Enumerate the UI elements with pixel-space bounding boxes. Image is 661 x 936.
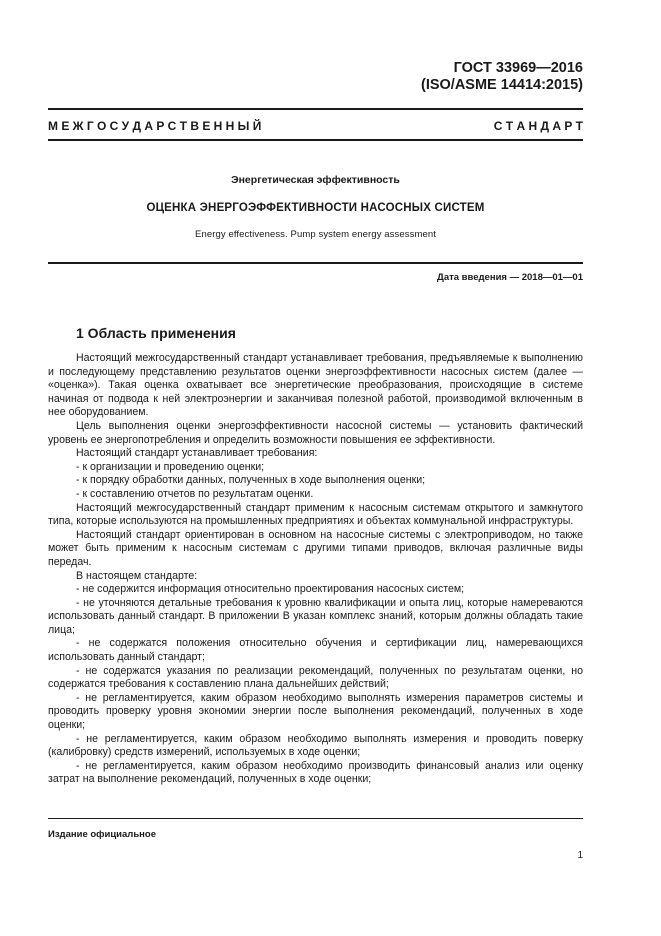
banner-word-standard: С Т А Н Д А Р Т xyxy=(493,119,583,133)
list-item: - не уточняются детальные требования к уровню квалификации и опыта лиц, которые намереваются использовать данный стандарт. В приложении В указан комплекс знаний, которым должны обладать такие лица; xyxy=(48,596,583,636)
document-title: ОЦЕНКА ЭНЕРГОЭФФЕКТИВНОСТИ НАСОСНЫХ СИСТЕМ xyxy=(146,202,485,214)
list-item: - к составлению отчетов по результатам оценки. xyxy=(76,487,314,500)
paragraph: В настоящем стандарте: xyxy=(76,569,198,582)
title-divider xyxy=(48,262,583,264)
paragraph: Настоящий стандарт устанавливает требования: xyxy=(76,447,318,460)
list-item: - не регламентируется, каким образом необходимо выполнять измерения параметров системы и проводить проверку уровня экономии энергии после выполнения рекомендаций, полученных в ходе оценки; xyxy=(48,691,583,732)
section-body xyxy=(48,352,583,787)
list-item: - не регламентируется, каким образом необходимо производить финансовый анализ или оценку затрат на выполнение рекомендаций, полученных в ходе оценки; xyxy=(48,759,583,786)
standard-number-block xyxy=(421,60,583,94)
standard-type-banner xyxy=(48,119,583,133)
list-item: - не регламентируется, каким образом необходимо выполнять измерения и проводить поверку (калибровку) средств измерений, используемых в ходе оценки; xyxy=(48,732,583,759)
banner-word-interstate: М Е Ж Г О С У Д А Р С Т В Е Н Н Ы Й xyxy=(48,119,262,133)
paragraph: Настоящий межгосударственный стандарт применим к насосным системам открытого и замкнутого типа, которые используются на промышленных предприятиях и объектах коммунальной инфраструктуры. xyxy=(48,501,583,528)
section-heading: 1 Область применения xyxy=(76,325,236,341)
english-title: Energy effectiveness. Pump system energy assessment xyxy=(195,229,436,240)
list-item: - к организации и проведению оценки; xyxy=(76,460,265,473)
introduction-date: Дата введения — 2018—01—01 xyxy=(437,272,583,283)
banner-divider xyxy=(48,139,583,141)
footer-divider xyxy=(48,818,583,819)
list-item: - к порядку обработки данных, полученных в ходе выполнения оценки; xyxy=(76,474,426,487)
standard-number: ГОСТ 33969—2016 xyxy=(453,60,583,76)
document-subtitle: Энергетическая эффективность xyxy=(231,174,400,186)
iso-reference: (ISO/ASME 14414:2015) xyxy=(421,77,583,93)
list-item: - не содержатся положения относительно обучения и сертификации лиц, намеревающихся использовать данный стандарт; xyxy=(48,637,583,664)
paragraph: Настоящий стандарт ориентирован в основном на насосные системы с электроприводом, но также может быть применим к насосным системам с другими типами приводов, включая различные виды передач. xyxy=(48,528,583,568)
list-item: - не содержатся указания по реализации рекомендаций, полученных по результатам оценки, но содержатся требования к составлению плана дальнейших действий; xyxy=(48,664,583,691)
paragraph: Цель выполнения оценки энергоэффективности насосной системы — установить фактический уровень ее энергопотребления и определить возможности повышения ее эффективности. xyxy=(48,419,583,446)
page-number: 1 xyxy=(577,850,583,861)
official-edition-note: Издание официальное xyxy=(48,829,156,840)
list-item: - не содержится информация относительно проектирования насосных систем; xyxy=(76,583,465,596)
paragraph: Настоящий межгосударственный стандарт устанавливает требования, предъявляемые к выполнению и последующему представлению результатов оценки энергоэффективности насосных систем (далее — «оценка»). Такая оценка охватывает все энергетические преобразования, происходящие в системе начиная от подвода к ней электроэнергии и заканчивая полезной работой, производимой включенным в нее оборудованием. xyxy=(48,352,583,419)
top-divider xyxy=(48,108,583,110)
